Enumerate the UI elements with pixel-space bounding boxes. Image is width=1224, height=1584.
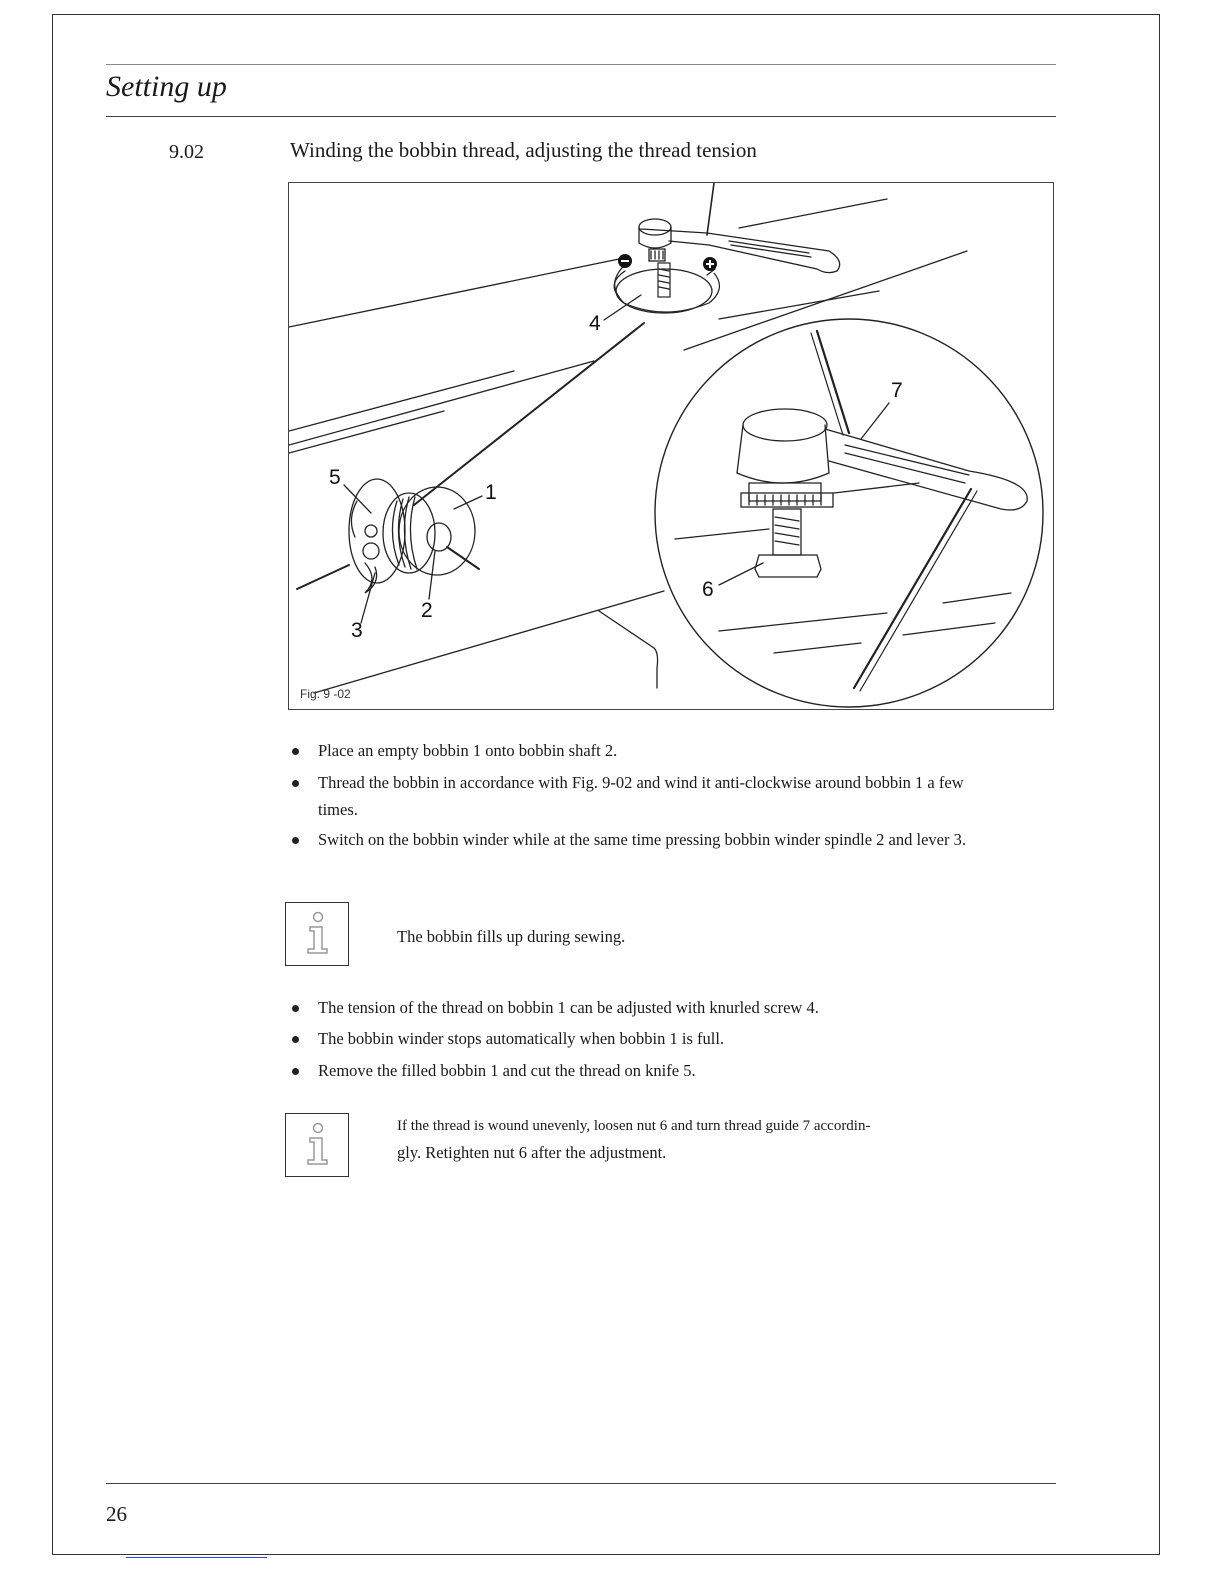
callout-4: 4	[589, 312, 601, 335]
callout-5: 5	[329, 466, 341, 489]
bobbin-winder-illustration	[289, 183, 1054, 710]
callout-7: 7	[891, 379, 903, 402]
note-text-line2: gly. Retighten nut 6 after the adjustment.	[397, 1143, 667, 1162]
callout-2: 2	[421, 599, 433, 622]
figure-9-02	[288, 182, 1054, 710]
info-icon	[286, 1114, 348, 1176]
header-bottom-rule	[106, 116, 1056, 117]
note-text-line1: If the thread is wound unevenly, loosen nut 6 and turn thread guide 7 accordin-	[397, 1118, 871, 1134]
list-item-text: Thread the bobbin in accordance with Fig. 9-02 and wind it anti-clockwise around bobbin 1 a few times.	[318, 773, 964, 819]
section-number: 9.02	[169, 141, 204, 163]
bullet-dot-icon	[292, 1068, 299, 1075]
callout-6: 6	[702, 578, 714, 601]
bullet-dot-icon	[292, 748, 299, 755]
header-top-rule	[106, 64, 1056, 65]
callout-3: 3	[351, 619, 363, 642]
list-item-text: Remove the filled bobbin 1 and cut the thread on knife 5.	[318, 1061, 696, 1080]
figure-caption: Fig. 9 -02	[300, 687, 351, 701]
bullet-dot-icon	[292, 780, 299, 787]
list-item-text: The bobbin winder stops automatically when bobbin 1 is full.	[318, 1029, 725, 1048]
callout-1: 1	[485, 481, 497, 504]
bottom-link-underline	[126, 1557, 267, 1558]
footer-rule	[106, 1483, 1056, 1484]
note-text: The bobbin fills up during sewing.	[397, 927, 626, 946]
section-title: Winding the bobbin thread, adjusting the thread tension	[290, 138, 757, 162]
info-icon	[286, 903, 348, 965]
bullet-dot-icon	[292, 1036, 299, 1043]
bullet-dot-icon	[292, 837, 299, 844]
info-note-box	[285, 1113, 349, 1177]
list-item-text: Place an empty bobbin 1 onto bobbin shaft 2.	[318, 741, 618, 760]
list-item-text: Switch on the bobbin winder while at the same time pressing bobbin winder spindle 2 and lever 3.	[318, 830, 966, 849]
info-note-box	[285, 902, 349, 966]
list-item-text: The tension of the thread on bobbin 1 can be adjusted with knurled screw 4.	[318, 998, 819, 1017]
chapter-title: Setting up	[106, 70, 227, 103]
page-number: 26	[106, 1502, 127, 1526]
bullet-dot-icon	[292, 1005, 299, 1012]
